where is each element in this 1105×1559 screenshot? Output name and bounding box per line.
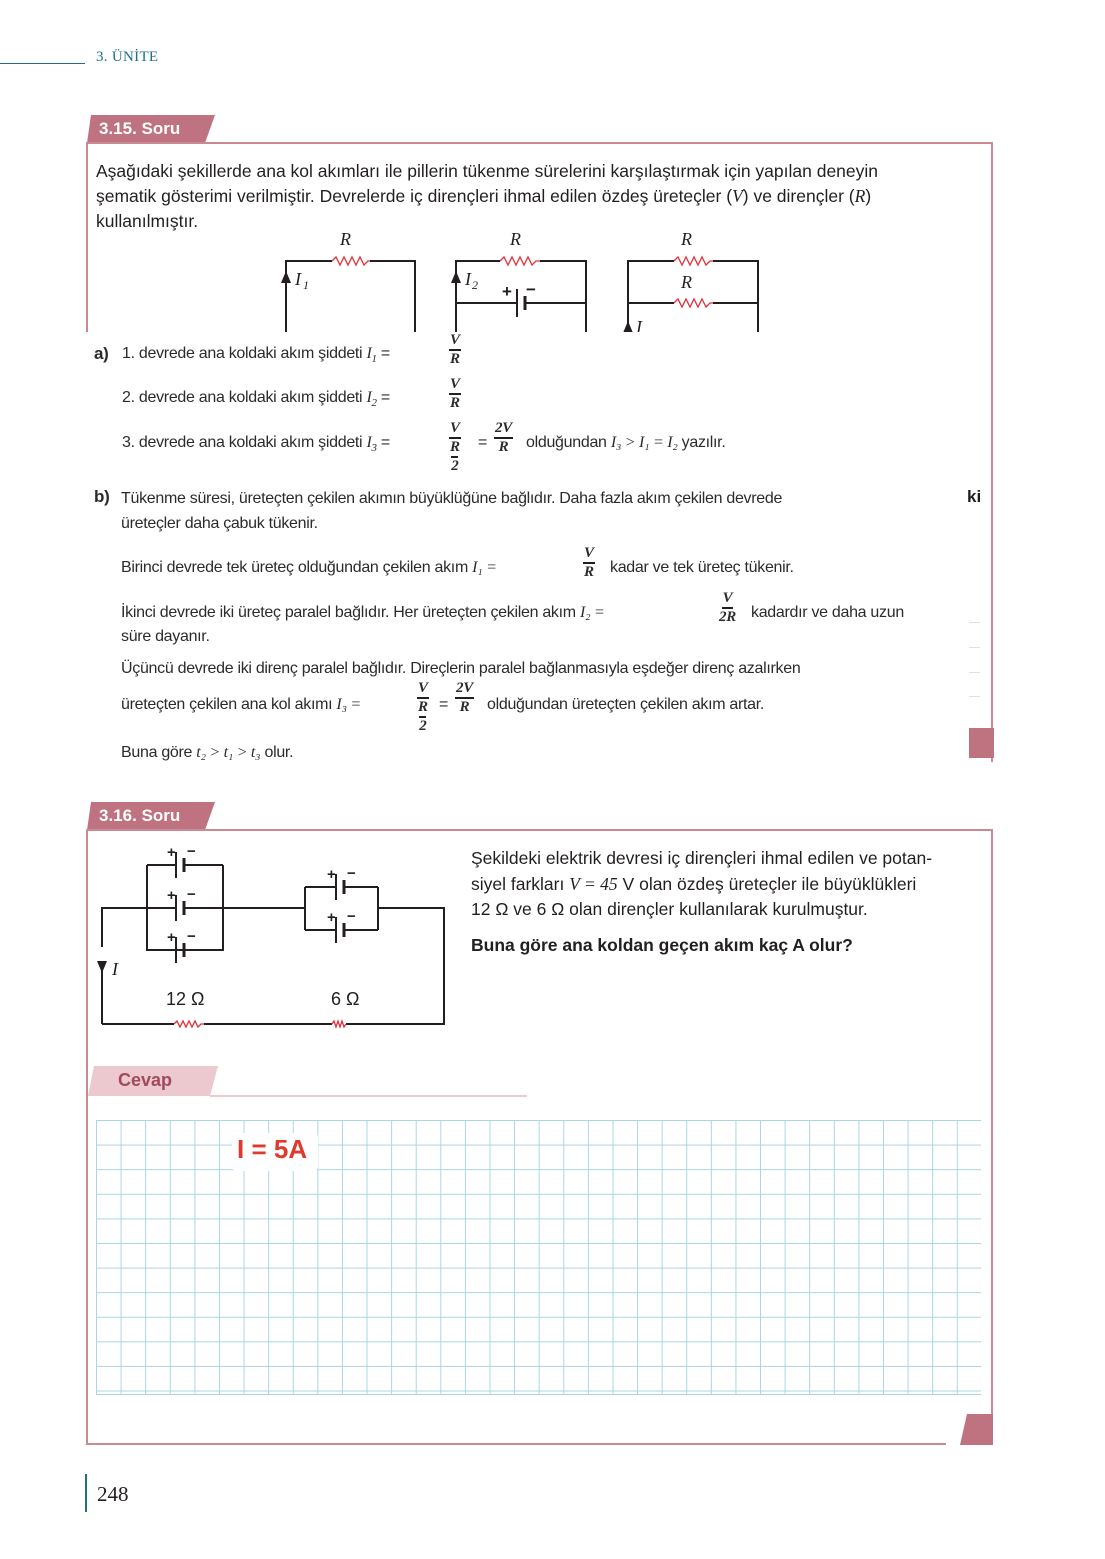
intro-line-3: kullanılmıştır. (96, 211, 199, 231)
fraction-2v-over-r: $\frac{2V}{R}$ (495, 420, 512, 455)
current-label: I (636, 317, 642, 332)
svg-text:+: + (167, 844, 176, 861)
resistor-label-6-ohm: 6 Ω (331, 989, 360, 1009)
part-b-marker: b) (94, 487, 110, 506)
answer-tab-label: Cevap (118, 1070, 173, 1090)
question-line-1: Şekildeki elektrik devresi iç dirençleri ihmal edilen ve potan- (471, 848, 933, 868)
resistor-label: R (340, 229, 351, 249)
current-label: I (295, 269, 301, 289)
resistor-label: R (681, 272, 692, 292)
solution-b-conclusion: Buna göre t₂ > t₁ > t₃ olur. (121, 744, 294, 761)
svg-text:1: 1 (303, 278, 309, 292)
fraction-v-over-r-over-2: V R 2 (418, 680, 428, 734)
circuit-diagrams-3-15 (260, 225, 780, 332)
grid-fragment (969, 622, 980, 623)
svg-text:−: − (187, 886, 196, 903)
header-rule (0, 63, 85, 64)
fraction-v-over-2r: $\frac{V}{2R}$ (719, 590, 736, 625)
question-line-2: siyel farkları V = 45 V olan özdeş üreteçler ile büyüklükleri (471, 873, 917, 894)
answer-tab (88, 1066, 218, 1096)
answer-grid[interactable] (96, 1120, 981, 1407)
intro-line-2: şematik gösterimi verilmiştir. Devrelerde iç dirençleri ihmal edilen özdeş üreteçler (V) ve dirençler (R) (96, 186, 872, 206)
footer-rule (85, 1474, 87, 1512)
circuit-schematic (260, 225, 780, 332)
solution-part-a (94, 330, 854, 480)
question-tab-label: 3.16. Soru (99, 806, 181, 825)
question-prompt: Buna göre ana koldan geçen akım kaç A olur? (471, 934, 853, 955)
question-tab-label: 3.15. Soru (99, 119, 181, 138)
resistor-label-12-ohm: 12 Ω (166, 989, 205, 1009)
solution-a-line-1: a) 1. devrede ana koldaki akım şiddeti $I_1$ = $\frac{V}{R}$ (94, 332, 460, 367)
answer-tab-rule (210, 1095, 527, 1097)
battery-minus: − (526, 280, 536, 299)
solution-b-para-3: İkinci devrede iki üreteç paralel bağlıdır. Her üreteçten çekilen akım I₂ = $\frac{V}{2R}$ kadardır ve daha uzun süre dayanır. (121, 590, 904, 645)
question-tab-3-16 (87, 802, 215, 830)
grid-fragment (969, 672, 980, 673)
svg-text:2: 2 (472, 278, 478, 292)
svg-text:−: − (187, 928, 196, 945)
svg-text:−: − (187, 843, 196, 860)
current-label: I (465, 269, 471, 289)
part-a-marker: a) (94, 344, 109, 363)
svg-text:+: + (327, 909, 336, 926)
question-line-3: 12 Ω ve 6 Ω olan dirençler kullanılarak kurulmuştur. (471, 899, 868, 919)
fraction-v-over-r: $\frac{V}{R}$ (450, 376, 460, 411)
solution-a-line-2: 2. devrede ana koldaki akım şiddeti $I_2$ = $\frac{V}{R}$ (122, 376, 460, 411)
question-intro (96, 159, 986, 234)
grid-fragment (969, 647, 980, 648)
solution-b-para-1: b) Tükenme süresi, üreteçten çekilen akımın büyüklüğüne bağlıdır. Daha fazla akım çekilen devrede üreteçler daha çabuk tükenir. (94, 487, 783, 532)
unit-label: 3. ÜNİTE (96, 49, 159, 65)
question-text-3-16 (471, 846, 986, 958)
question-tab-3-15 (87, 115, 215, 143)
svg-text:−: − (347, 908, 356, 925)
svg-text:−: − (347, 865, 356, 882)
solution-b-para-4: Üçüncü devrede iki direnç paralel bağlıdır. Direçlerin paralel bağlanmasıyla eşdeğer direnç azalırken üreteçten çekilen ana kol akımı I₃ = V R 2 = $\frac{2V}{R}$ olduğundan üreteçten çekilen akım artar. (121, 660, 801, 734)
resistor-label: R (681, 229, 692, 249)
resistor-label: R (510, 229, 521, 249)
solution-b-para-2: Birinci devrede tek üreteç olduğundan çekilen akım I₁ = $\frac{V}{R}$ kadar ve tek üreteç tükenir. (121, 545, 794, 580)
fraction-v-over-r-over-2: V R 2 (450, 420, 460, 474)
svg-text:+: + (167, 929, 176, 946)
svg-text:+: + (327, 866, 336, 883)
intro-line-1: Aşağıdaki şekillerde ana kol akımları ile pillerin tükenme sürelerini karşılaştırmak için yapılan deneyin (96, 161, 879, 181)
current-label: I (112, 959, 118, 979)
grid-fragment (969, 696, 980, 697)
circuit-diagram-3-16 (90, 835, 455, 1030)
fraction-2v-over-r: $\frac{2V}{R}$ (456, 680, 473, 715)
box-corner-accent (969, 728, 994, 758)
fraction-v-over-r: $\frac{V}{R}$ (584, 545, 594, 580)
svg-text:+: + (167, 887, 176, 904)
circuit-schematic (90, 835, 455, 1030)
solution-part-b (94, 486, 944, 536)
cut-off-text-fragment: ki (967, 487, 982, 506)
solution-a-line-3: 3. devrede ana koldaki akım şiddeti $I_3$ = V R 2 = $\frac{2V}{R}$ olduğundan I₃ > I₁ = I₂ yazılır. (122, 420, 726, 474)
battery-plus: + (502, 282, 512, 301)
answer-value[interactable]: I = 5A (237, 1134, 308, 1164)
page-number: 248 (97, 1482, 129, 1506)
fraction-v-over-r: $\frac{V}{R}$ (450, 332, 460, 367)
